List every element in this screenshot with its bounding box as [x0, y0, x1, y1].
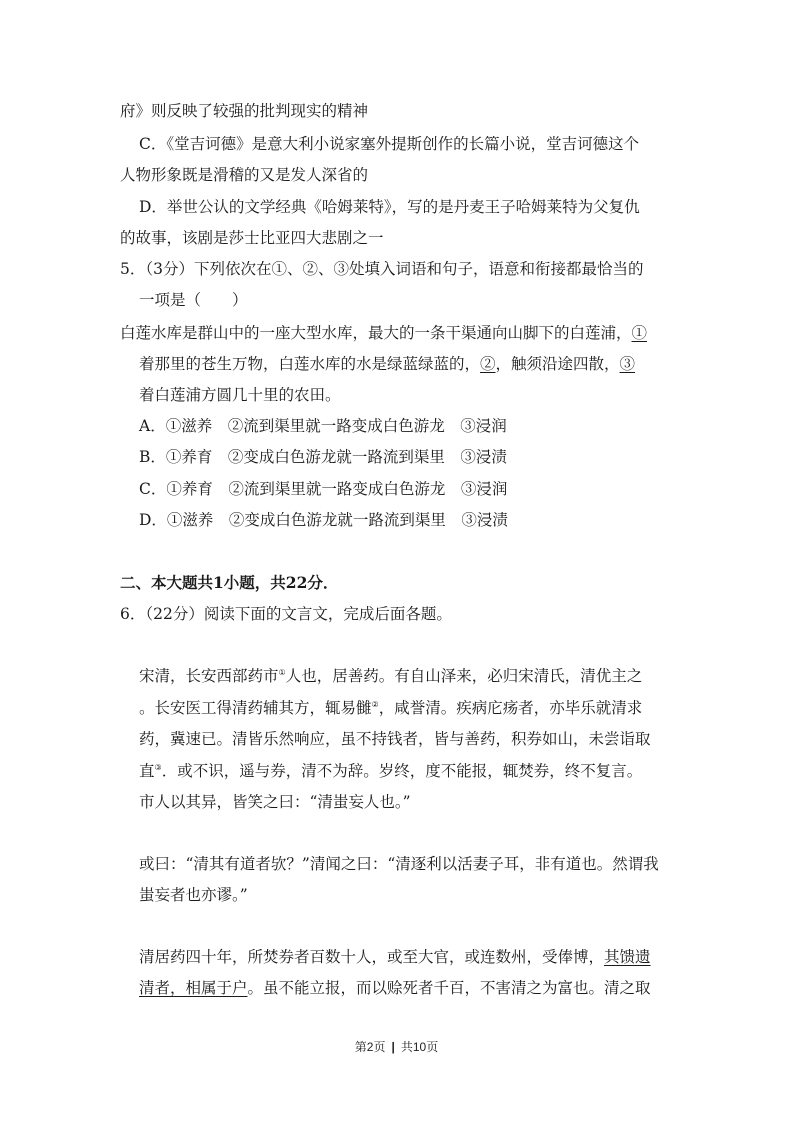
q5-passage-line3: 着白莲浦方圆几十里的农田。	[139, 386, 341, 404]
section-heading: 二、本大题共1小题，共22分．	[120, 573, 339, 592]
q4-option-c-line2: 人物形象既是滑稽的又是发人深省的	[120, 166, 369, 184]
q6-underlined-text: 其馈遗	[604, 948, 651, 966]
q6-passage-p3-line1	[139, 947, 651, 967]
q4-option-d-line1: D．举世公认的文学经典《哈姆莱特》，写的是丹麦王子哈姆莱特为父复仇	[139, 198, 640, 216]
q5-option-a: A．①滋养 ②流到渠里就一路变成白色游龙 ③浸润	[139, 417, 507, 435]
footnote-marker-3: ③	[154, 762, 162, 772]
q5-stem-line2: 一项是（ ）	[139, 291, 248, 309]
q6-passage-p1-line1	[139, 666, 642, 686]
q6-text: 清居药四十年，所焚券者百数十人，或至大官，或连数州，受俸博，	[139, 948, 605, 966]
q6-passage-p2-line2: 蚩妄者也亦谬。”	[139, 886, 248, 904]
q5-stem-line1: 5．（3分）下列依次在①、②、③处填入词语和句子，语意和衔接都最恰当的	[120, 260, 644, 278]
q6-text: 人也，居善药。有自山泽来，必归宋清氏，清优主之	[285, 667, 643, 685]
q6-passage-p1-line3: 药，冀速已。清皆乐然响应，虽不持钱者，皆与善药，积券如山，未尝诣取	[139, 730, 651, 748]
q6-passage-p1-line4	[139, 761, 642, 781]
q5-blank-3: ③	[619, 355, 636, 373]
q5-passage-text: 白莲水库是群山中的一座大型水库，最大的一条干渠通向山脚下的白莲浦，	[120, 324, 632, 342]
q4-continuation-line: 府》则反映了较强的批判现实的精神	[120, 102, 369, 120]
q6-passage-p3-line2	[139, 978, 651, 998]
q6-text: ，咸誉清。疾病庀疡者，亦毕乐就清求	[378, 699, 643, 717]
q5-blank-2: ②	[480, 355, 496, 373]
q4-option-d-line2: 的故事，该剧是莎士比亚四大悲剧之一	[120, 229, 384, 247]
q5-option-b: B．①养育 ②变成白色游龙就一路流到渠里 ③浸渍	[139, 448, 507, 466]
q6-passage-p1-line2	[139, 698, 642, 718]
page-number: 第2页	[354, 1040, 386, 1054]
footer-separator: |	[391, 1040, 395, 1054]
q6-text: 宋清，长安西部药市	[139, 667, 279, 685]
q6-text: ．或不识，遥与券，清不为辞。岁终，度不能报，辄焚券，终不复言。	[161, 762, 643, 780]
q6-text: 。长安医工得清药辅其方，辄易雠	[139, 699, 372, 717]
q5-passage-text: 着那里的苍生万物，白莲水库的水是绿蓝绿蓝的，	[139, 355, 481, 373]
q5-blank-1: ①	[631, 324, 648, 342]
q4-option-c-line1: C．《堂吉诃德》是意大利小说家塞外提斯创作的长篇小说，堂吉诃德这个	[139, 135, 640, 153]
q5-option-d: D．①滋养 ②变成白色游龙就一路流到渠里 ③浸渍	[139, 511, 508, 529]
q5-option-c: C．①养育 ②流到渠里就一路变成白色游龙 ③浸润	[139, 480, 508, 498]
q6-underlined-text: 清者，相属于户	[139, 979, 248, 997]
q6-passage-p2-line1: 或曰：“清其有道者欤？”清闻之曰：“清逐利以活妻子耳，非有道也。然谓我	[139, 855, 659, 873]
page-footer	[0, 1038, 793, 1055]
q6-text: 。虽不能立报，而以赊死者千百，不害清之为富也。清之取	[247, 979, 651, 997]
footnote-marker-2: ②	[371, 699, 379, 709]
q6-stem: 6．（22分）阅读下面的文言文，完成后面各题。	[120, 605, 452, 623]
q6-passage-p1-line5: 市人以其异，皆笑之曰：“清蚩妄人也。”	[139, 793, 411, 811]
q5-passage-line2	[139, 354, 635, 374]
footnote-marker-1: ①	[278, 667, 286, 677]
page-total: 共10页	[400, 1040, 439, 1054]
q5-passage-text: ，触须沿途四散，	[495, 355, 620, 373]
q5-passage-line1	[120, 323, 647, 343]
q6-text: 直	[139, 762, 155, 780]
